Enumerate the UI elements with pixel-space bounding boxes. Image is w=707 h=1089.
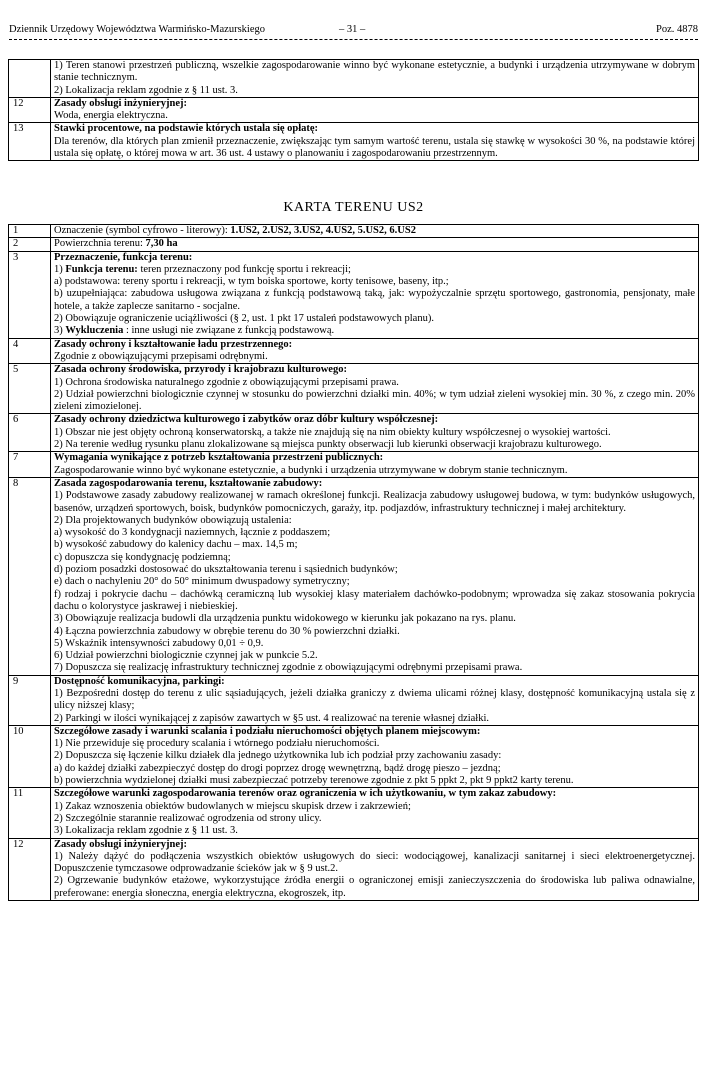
content-line: e) dach o nachyleniu 20° do 50° minimum dwuspadowy symetryczny; — [54, 576, 350, 588]
header-rule — [9, 39, 698, 40]
content-line: 2) Udział powierzchni biologicznie czynnej w stosunku do powierzchni działki min. 40%; w tym udział zieleni wysokiej min. 30 %, z czego min. 20% zieleni zimozielonej. — [54, 388, 695, 413]
content-line: Zgodnie z obowiązującymi przepisami odrębnymi. — [54, 350, 268, 362]
content-line: Dostępność komunikacyjna, parkingi: — [54, 675, 225, 687]
content-line: 1) Zakaz wznoszenia obiektów budowlanych w miejscu skupisk drzew i zakrzewień; — [54, 800, 411, 812]
content-line: c) dopuszcza się kondygnację podziemną; — [54, 551, 231, 563]
continuation-table — [8, 59, 699, 161]
row-content — [51, 97, 699, 123]
table-row — [9, 123, 699, 161]
content-line: 2) Obowiązuje ograniczenie uciążliwości (§ 2, ust. 1 pkt 17 ustaleń podstawowych planu). — [54, 313, 434, 325]
table-row — [9, 477, 699, 675]
content-line: 1) Ochrona środowiska naturalnego zgodnie z obowiązującymi przepisami prawa. — [54, 376, 399, 388]
content-line: 2) Szczególnie starannie realizować ogrodzenia od strony ulicy. — [54, 812, 322, 824]
row-content — [51, 838, 699, 900]
journal-title: Dziennik Urzędowy Województwa Warmińsko-Mazurskiego — [9, 24, 265, 35]
table-row — [9, 725, 699, 787]
content-line: f) rodzaj i pokrycie dachu – dachówką ceramiczną lub wysokiej klasy materiałem dachówko-podobnym; wprowadza się zakaz stosowania pokrycia dachu o kolorystyce jaskrawej i niebieskiej. — [54, 588, 695, 612]
content-line: 2) Lokalizacja reklam zgodnie z § 11 ust. 3. — [54, 84, 238, 96]
content-line: 1) Teren stanowi przestrzeń publiczną, wszelkie zagospodarowanie winno być wykonane estetycznie, a budynki i urządzenia utrzymywane w dobrym stanie technicznym. — [54, 60, 695, 84]
content-line: Zasady obsługi inżynieryjnej: — [54, 838, 188, 850]
content-line: 3) Obowiązuje realizacja budowli dla urządzenia punktu widokowego w kierunku jak pokazano na rys. planu. — [54, 613, 516, 625]
table-row — [9, 414, 699, 452]
row-number: 11 — [9, 788, 51, 838]
row-content — [51, 364, 699, 414]
row-content — [51, 225, 699, 238]
content-line: Oznaczenie (symbol cyfrowo - literowy): 1.US2, 2.US2, 3.US2, 4.US2, 5.US2, 6.US2 — [54, 225, 416, 236]
row-content — [51, 338, 699, 364]
content-line: 7) Dopuszcza się realizację infrastruktury technicznej zgodnie z obowiązującymi odrębnymi przepisami prawa. — [54, 662, 523, 674]
content-line: 1) Bezpośredni dostęp do terenu z ulic sąsiadujących, jeżeli działka graniczy z dwiema ulicami różnej klasy, dostępność komunikacyjną ustala się z ulicy niższej klasy; — [54, 687, 695, 712]
row-content — [51, 452, 699, 478]
content-line: 3) Lokalizacja reklam zgodnie z § 11 ust. 3. — [54, 825, 238, 837]
page-number: – 31 – — [339, 24, 366, 35]
content-line: 1) Obszar nie jest objęty ochroną konserwatorską, a także nie znajdują się na nim obiekty kultury współczesnej o wysokiej wartości. — [54, 426, 611, 438]
content-line: d) poziom posadzki dostosować do ukształtowania terenu i sąsiednich budynków; — [54, 564, 398, 576]
row-number: 10 — [9, 725, 51, 787]
content-line: Szczegółowe warunki zagospodarowania terenów oraz ograniczenia w ich użytkowaniu, w tym zakaz zabudowy: — [54, 788, 557, 800]
row-number: 2 — [9, 238, 51, 251]
row-content — [51, 725, 699, 787]
content-line: Zagospodarowanie winno być wykonane estetycznie, a budynki i urządzenia utrzymywane w dobrym stanie technicznym. — [54, 464, 568, 476]
content-line: Stawki procentowe, na podstawie których ustala się opłatę: — [54, 123, 319, 135]
row-content — [51, 251, 699, 338]
content-line: b) uzupełniająca: zabudowa usługowa związana z funkcją podstawową taką, jak: wypożyczalnie sprzętu sportowego, gastronomia, pensjonaty, małe hotele, a także zaplecze sanitarno - socjalne. — [54, 288, 695, 312]
content-line: 2) Dla projektowanych budynków obowiązują ustalenia: — [54, 514, 292, 526]
row-content — [51, 414, 699, 452]
content-line: Dla terenów, dla których plan zmienił przeznaczenie, zwiększając tym samym wartość terenu, ustala się stawkę w wysokości 30 %, na podstawie której ustala się opłatę, o której mowa w art. 36 ust. 4 ustawy o planowaniu i zagospodarowaniu przestrzennym. — [54, 135, 695, 160]
table-row — [9, 838, 699, 900]
content-line: Woda, energia elektryczna. — [54, 110, 168, 122]
table-row — [9, 452, 699, 478]
row-number: 9 — [9, 675, 51, 725]
content-line: Przeznaczenie, funkcja terenu: — [54, 251, 193, 263]
table-row — [9, 364, 699, 414]
content-line: 1) Nie przewiduje się procedury scalania i wtórnego podziału nieruchomości. — [54, 738, 380, 750]
row-content — [51, 477, 699, 675]
content-line: 6) Udział powierzchni biologicznie czynnej jak w punkcie 5.2. — [54, 650, 318, 662]
content-line: 3) Wykluczenia : inne usługi nie związane z funkcją podstawową. — [54, 325, 335, 337]
row-number: 3 — [9, 251, 51, 338]
row-content — [51, 788, 699, 838]
content-line: Zasada zagospodarowania terenu, kształtowanie zabudowy: — [54, 477, 323, 489]
content-line: Zasady ochrony i kształtowanie ładu przestrzennego: — [54, 338, 293, 350]
page-header — [9, 24, 698, 42]
content-line: b) powierzchnia wydzielonej działki musi zabezpieczać potrzeby terenowe zgodnie z pkt 5 ppkt 2, pkt 9 ppkt2 karty terenu. — [54, 775, 574, 787]
content-line: 4) Łączna powierzchnia zabudowy w obrębie terenu do 30 % powierzchni działki. — [54, 625, 400, 637]
row-number — [9, 60, 51, 98]
content-line: a) wysokość do 3 kondygnacji naziemnych, łącznie z poddaszem; — [54, 527, 331, 539]
row-number: 5 — [9, 364, 51, 414]
karta-title: KARTA TERENU US2 — [283, 200, 424, 215]
row-number: 12 — [9, 838, 51, 900]
content-line: a) podstawowa: tereny sportu i rekreacji, w tym boiska sportowe, korty tenisowe, baseny, itp.; — [54, 276, 449, 288]
row-number: 7 — [9, 452, 51, 478]
position-number: Poz. 4878 — [656, 24, 698, 35]
row-number: 6 — [9, 414, 51, 452]
content-line: 2) Parkingi w ilości wynikającej z zapisów zawartych w §5 ust. 4 realizować na terenie własnej działki. — [54, 712, 490, 724]
row-number: 1 — [9, 225, 51, 238]
content-line: Powierzchnia terenu: 7,30 ha — [54, 238, 178, 250]
content-line: 1) Podstawowe zasady zabudowy realizowanej w ramach określonej funkcji. Realizacja zabudowy usługowej budowa, w tym: budynków usługowych, basenów, urządzeń sportowych, boisk, budynków pomocniczych, garaży, itp. podjazdów, infrastruktury technicznej i małej architektury. — [54, 490, 695, 514]
content-line: Szczegółowe zasady i warunki scalania i podziału nieruchomości objętych planem miejscowym: — [54, 725, 481, 737]
row-number: 8 — [9, 477, 51, 675]
row-content — [51, 123, 699, 161]
content-line: 1) Funkcja terenu: teren przeznaczony pod funkcję sportu i rekreacji; — [54, 263, 351, 275]
table-row — [9, 338, 699, 364]
content-line: a) do każdej działki zabezpieczyć dostęp do drogi poprzez drogę wewnętrzną, bądź drogę pieszo – jezdną; — [54, 762, 501, 774]
row-number: 12 — [9, 97, 51, 123]
content-line: 1) Należy dążyć do podłączenia wszystkich obiektów usługowych do sieci: wodociągowej, kanalizacji sanitarnej i sieci elektroenergetycznej. Dopuszczenie tymczasowe odprowadzanie ścieków jak w § 9 ust.2. — [54, 850, 695, 875]
table-row — [9, 788, 699, 838]
row-content — [51, 238, 699, 251]
row-content — [51, 60, 699, 98]
content-line: Zasada ochrony środowiska, przyrody i krajobrazu kulturowego: — [54, 364, 347, 376]
row-number: 13 — [9, 123, 51, 161]
row-content — [51, 675, 699, 725]
karta-terenu-table — [8, 224, 699, 901]
content-line: Wymagania wynikające z potrzeb kształtowania przestrzeni publicznych: — [54, 452, 384, 464]
table-row — [9, 238, 699, 251]
table-row — [9, 60, 699, 98]
content-line: b) wysokość zabudowy do kalenicy dachu – max. 14,5 m; — [54, 539, 298, 551]
table-row — [9, 251, 699, 338]
content-line: 2) Dopuszcza się łączenie kilku działek dla jednego użytkownika lub ich podział przy zachowaniu zasady: — [54, 750, 502, 762]
table-row — [9, 97, 699, 123]
content-line: 2) Na terenie według rysunku planu zlokalizowane są miejsca punkty obserwacji lub kierunki obserwacji krajobrazu kulturowego. — [54, 439, 602, 451]
content-line: 2) Ogrzewanie budynków etażowe, wykorzystujące źródła energii o ograniczonej emisji zanieczyszczenia do środowiska lub paliwa odnawialne, preferowane: energia słoneczna, energia elektryczna, ekogroszek, itp. — [54, 875, 695, 899]
row-number: 4 — [9, 338, 51, 364]
content-line: 5) Wskaźnik intensywności zabudowy 0,01 ÷ 0,9. — [54, 637, 264, 649]
content-line: Zasady obsługi inżynieryjnej: — [54, 97, 188, 109]
table-row — [9, 225, 699, 238]
content-line: Zasady ochrony dziedzictwa kulturowego i zabytków oraz dóbr kultury współczesnej: — [54, 414, 439, 426]
table-row — [9, 675, 699, 725]
